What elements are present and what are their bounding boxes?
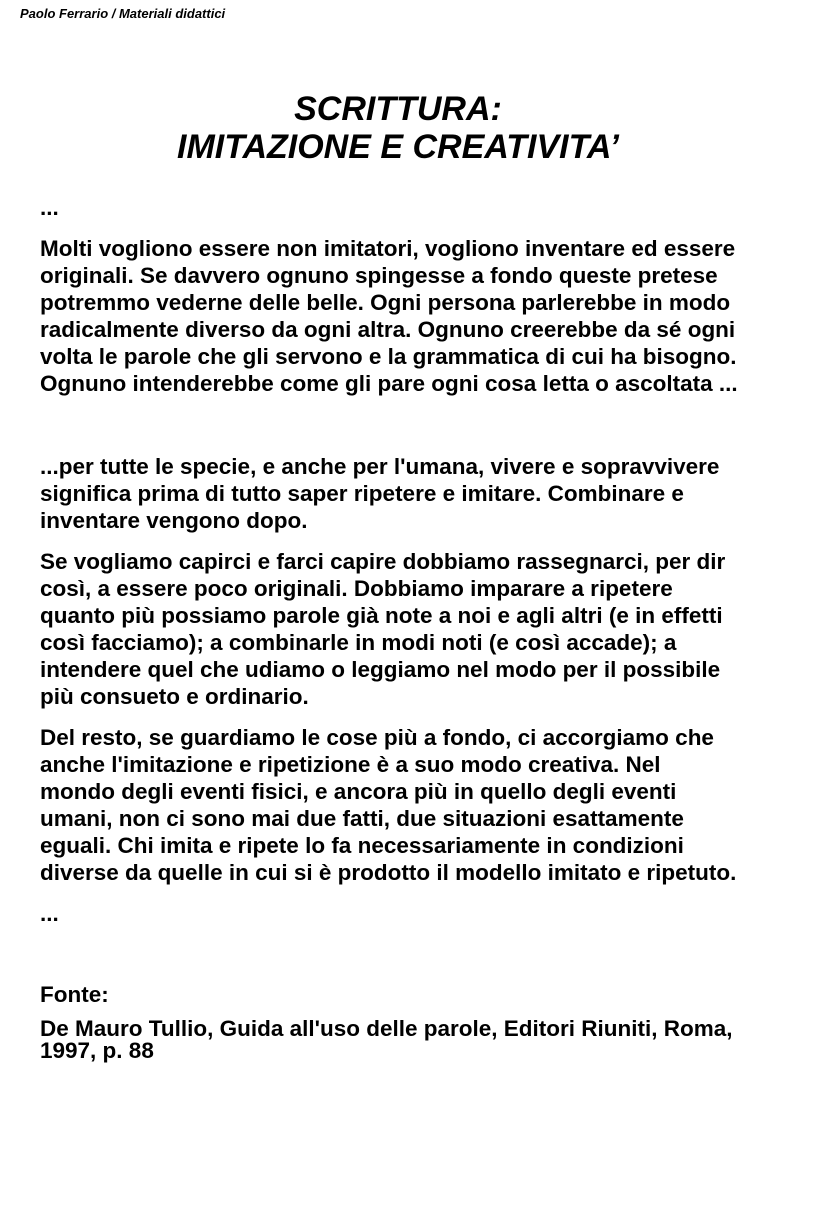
paragraph-line: originali. Se davvero ognuno spingesse a fondo queste pretese <box>40 263 718 288</box>
citation-line: 1997, p. 88 <box>40 1038 154 1063</box>
paragraph-line: diverse da quelle in cui si è prodotto il modello imitato e ripetuto. <box>40 860 737 885</box>
page-title <box>0 90 796 166</box>
paragraph-line: ...per tutte le specie, e anche per l'umana, vivere e sopravvivere <box>40 454 720 479</box>
header-note: Paolo Ferrario / Materiali didattici <box>20 6 226 21</box>
paragraph-line: anche l'imitazione e ripetizione è a suo modo creativa. Nel <box>40 752 661 777</box>
paragraph-line: più consueto e ordinario. <box>40 684 309 709</box>
paragraph-line: radicalmente diverso da ogni altra. Ognuno creerebbe da sé ogni <box>40 317 736 342</box>
paragraph-line: Se vogliamo capirci e farci capire dobbiamo rassegnarci, per dir <box>40 549 726 574</box>
paragraph-line: Molti vogliono essere non imitatori, vogliono inventare ed essere <box>40 236 736 261</box>
title-line-1: SCRITTURA: <box>294 90 502 128</box>
paragraph-line: intendere quel che udiamo o leggiamo nel modo per il possibile <box>40 657 721 682</box>
citation-line: De Mauro Tullio, Guida all'uso delle parole, Editori Riuniti, Roma, <box>40 1016 733 1041</box>
ellipsis-top: ... <box>40 195 59 220</box>
source-label: Fonte: <box>40 982 109 1007</box>
title-line-2: IMITAZIONE E CREATIVITA’ <box>177 128 619 166</box>
document-body <box>40 194 830 1062</box>
ellipsis-bottom: ... <box>40 901 59 926</box>
paragraph-line: così facciamo); a combinarle in modi noti (e così accade); a <box>40 630 677 655</box>
paragraph-line: Del resto, se guardiamo le cose più a fondo, ci accorgiamo che <box>40 725 714 750</box>
paragraph-line: quanto più possiamo parole già note a noi e agli altri (e in effetti <box>40 603 723 628</box>
paragraph-2 <box>40 453 830 534</box>
paragraph-line: significa prima di tutto saper ripetere e imitare. Combinare e <box>40 481 684 506</box>
citation <box>40 1018 830 1062</box>
paragraph-line: eguali. Chi imita e ripete lo fa necessariamente in condizioni <box>40 833 684 858</box>
paragraph-line: umani, non ci sono mai due fatti, due situazioni esattamente <box>40 806 684 831</box>
paragraph-line: mondo degli eventi fisici, e ancora più in quello degli eventi <box>40 779 677 804</box>
paragraph-line: Ognuno intenderebbe come gli pare ogni cosa letta o ascoltata ... <box>40 371 738 396</box>
paragraph-4 <box>40 724 830 886</box>
paragraph-line: così, a essere poco originali. Dobbiamo imparare a ripetere <box>40 576 673 601</box>
paragraph-3 <box>40 548 830 710</box>
paragraph-1 <box>40 235 830 397</box>
paragraph-line: potremmo vederne delle belle. Ogni persona parlerebbe in modo <box>40 290 731 315</box>
paragraph-line: inventare vengono dopo. <box>40 508 308 533</box>
paragraph-line: volta le parole che gli servono e la grammatica di cui ha bisogno. <box>40 344 737 369</box>
